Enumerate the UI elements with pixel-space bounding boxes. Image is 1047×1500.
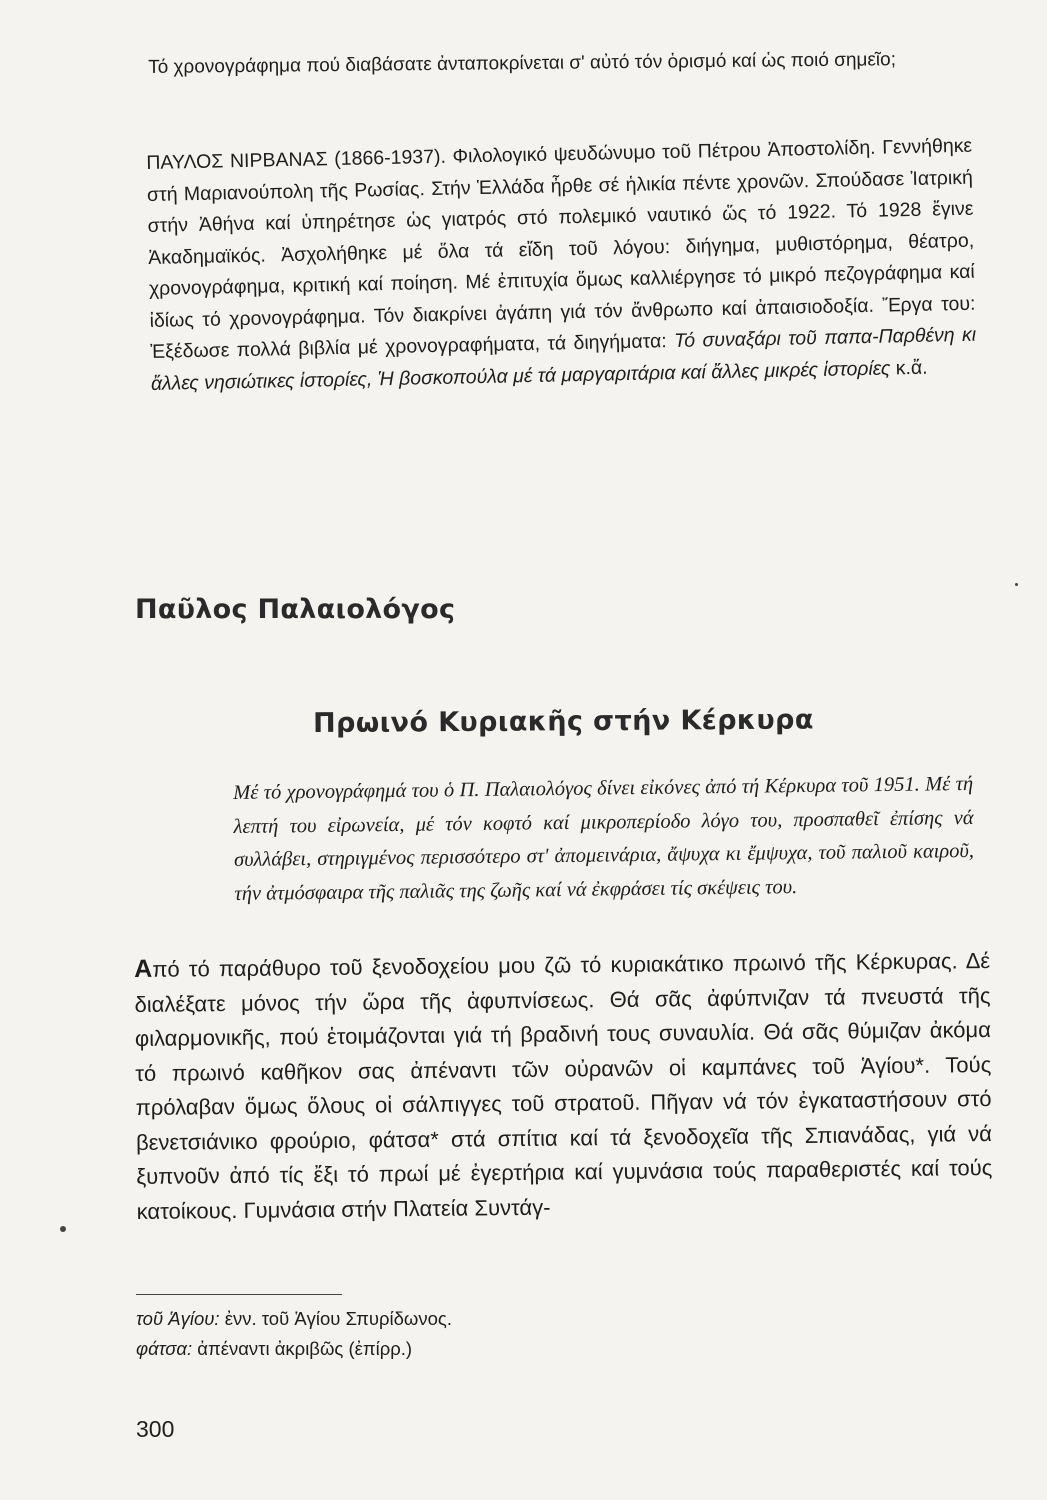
- scan-speck-mark: [1015, 583, 1018, 586]
- footnote-item: [136, 1334, 836, 1364]
- bio-works: Τό συναξάρι τοῦ παπα-Παρθένη κι ἄλλες νησιώτικες ἱστορίες, Ἡ βοσκοπούλα μέ τά μαργαριτάρια καί ἄλλες μικρές ἱστορίες: [150, 323, 977, 395]
- scan-speck-mark: [60, 1226, 66, 1232]
- bio-text: ΠΑΥΛΟΣ ΝΙΡΒΑΝΑΣ (1866-1937). Φιλολογικό ψευδώνυμο τοῦ Πέτρου Ἀποστολίδη. Γεννήθηκε στή Μαριανούπολη τῆς Ρωσίας. Στήν Ἑλλάδα ἦρθε σέ ἡλικία πέντε χρονῶν. Σπούδασε Ἰατρική στήν Ἀθήνα καί ὑπηρέτησε ὡς γιατρός στό πολεμικό ναυτικό ὥς τό 1922. Τό 1928 ἔγινε Ἀκαδημαϊκός. Ἀσχολήθηκε μέ ὅλα τά εἴδη τοῦ λόγου: διήγημα, μυθιστόρημα, θέατρο, χρονογράφημα, κριτική καί ποίηση. Μέ ἐπιτυχία ὅμως καλλιέργησε τό μικρό πεζογράφημα καί ἰδίως τό χρονογράφημα. Τόν διακρίνει ἀγάπη γιά τόν ἄνθρωπο καί ἀπαισιοδοξία. Ἔργα του: Ἐξέδωσε πολλά βιβλία μέ χρονογραφήματα, τά διηγήματα:: [146, 134, 976, 363]
- bio-suffix: κ.ἄ.: [890, 356, 928, 379]
- footnotes: [136, 1304, 836, 1364]
- drop-cap: Α: [134, 954, 153, 983]
- author-heading: Παῦλος Παλαιολόγος: [135, 594, 456, 625]
- footnote-definition: ἀπέναντι ἀκριβῶς (ἐπίρρ.): [192, 1338, 413, 1359]
- footnote-term: τοῦ Ἁγίου:: [136, 1308, 220, 1329]
- intro-paragraph: Μέ τό χρονογράφημά του ὁ Π. Παλαιολόγος δίνει εἰκόνες ἀπό τή Κέρκυρα τοῦ 1951. Μέ τή λεπτή του εἰρωνεία, μέ τόν κοφτό καί μικροπερίοδο λόγο του, προσπαθεῖ ἐπίσης νά συλλάβει, στηριγμένος περισσότερο στ' ἀπομεινάρια, ἄψυχα κι ἔμψυχα, τοῦ παλιοῦ καιροῦ, τήν ἀτμόσφαιρα τῆς παλιᾶς της ζωῆς καί νά ἐκφράσει τίς σκέψεις του.: [233, 772, 975, 905]
- page-number: 300: [136, 1416, 175, 1442]
- author-biography: [146, 131, 977, 400]
- main-text: [134, 943, 993, 1229]
- page-title: Πρωινό Κυριακῆς στήν Κέρκυρα: [313, 704, 814, 739]
- footnote-divider: [136, 1294, 342, 1295]
- footnote-item: [136, 1304, 836, 1334]
- main-text-content: πό τό παράθυρο τοῦ ξενοδοχείου μου ζῶ τό κυριακάτικο πρωινό τῆς Κέρκυρας. Δέ διαλέξατε μόνος τήν ὥρα τῆς ἀφυπνίσεως. Θά σᾶς ἀφύπνιζαν τά πνευστά τῆς φιλαρμονικῆς, πού ἑτοιμάζονται γιά τή βραδινή τους συναυλία. Θά σᾶς θύμιζαν ἀκόμα τό πρωινό καθῆκον σας ἀπέναντι τῶν οὐρανῶν οἱ καμπάνες τοῦ Ἁγίου*. Τούς πρόλαβαν ὅμως ὅλους οἱ σάλπιγγες τοῦ στρατοῦ. Πῆγαν νά τόν ἐγκαταστήσουν στό βενετσιάνικο φρούριο, φάτσα* στά σπίτια καί τά ξενοδοχεῖα τῆς Σπιανάδας, γιά νά ξυπνοῦν ἀπό τίς ἔξι τό πρωί μέ ἐγερτήρια καί γυμνάσια τούς παραθεριστές καί τούς κατοίκους. Γυμνάσια στήν Πλατεία Συντάγ-: [134, 948, 993, 1224]
- footnote-definition: ἐνν. τοῦ Ἁγίου Σπυρίδωνος.: [219, 1308, 452, 1329]
- study-question: Τό χρονογράφημα πού διαβάσατε ἀνταποκρίνεται σ' αὐτό τόν ὁρισμό καί ὡς ποιό σημεῖο;: [148, 49, 897, 78]
- footnote-term: φάτσα:: [136, 1338, 193, 1359]
